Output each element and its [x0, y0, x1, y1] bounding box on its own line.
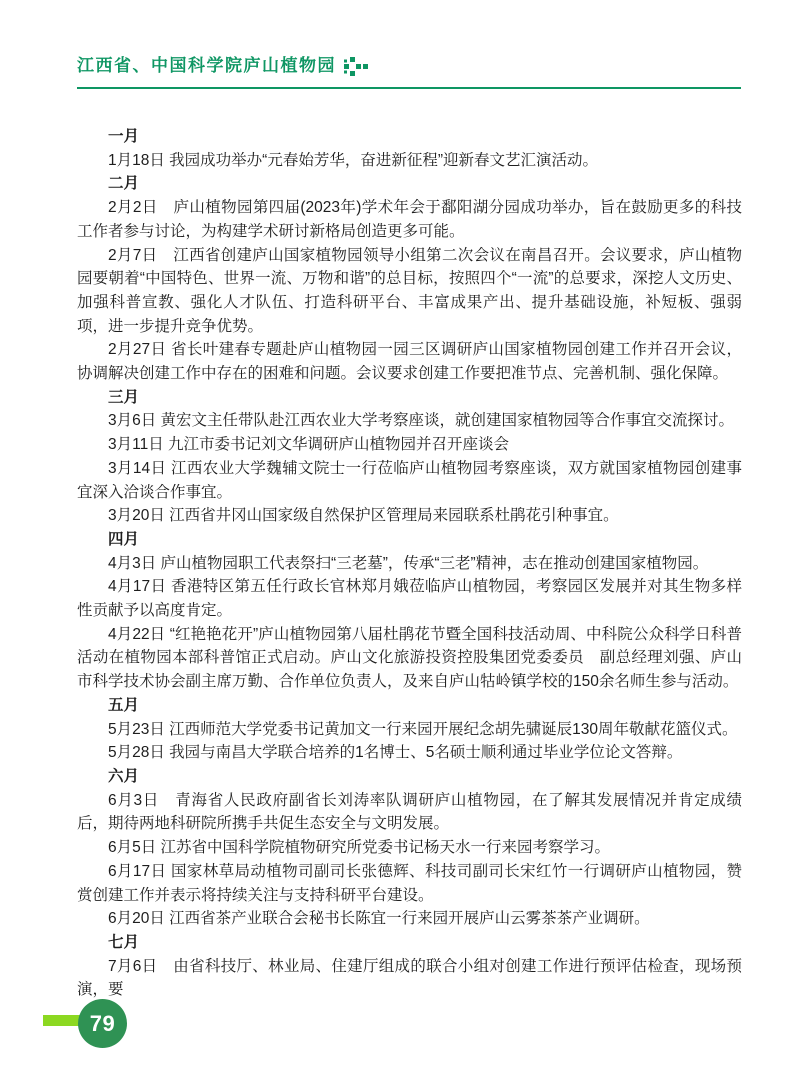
month-heading: 四月 — [108, 530, 140, 548]
chronicle-entry: 1月18日 我园成功举办“元春始芳华，奋进新征程”迎新春文艺汇演活动。 — [108, 151, 598, 169]
chronicle-body — [77, 125, 742, 1002]
page-number-badge — [78, 999, 127, 1048]
chronicle-entry: 2月27日 省长叶建春专题赴庐山植物园一园三区调研庐山国家植物园创建工作并召开会议，协调解决创建工作中存在的困难和问题。会议要求创建工作要把准节点、完善机制、强化保障。 — [77, 341, 742, 383]
chronicle-entry: 4月3日 庐山植物园职工代表祭扫“三老墓”，传承“三老”精神，志在推动创建国家植物园。 — [108, 554, 709, 572]
month-heading: 六月 — [108, 767, 140, 785]
chronicle-entry: 2月2日 庐山植物园第四届(2023年)学术年会于鄱阳湖分园成功举办，旨在鼓励更多的科技工作者参与讨论，为构建学术研讨新格局创造更多可能。 — [77, 199, 742, 240]
chronicle-entry: 6月5日 江苏省中国科学院植物研究所党委书记杨天水一行来园考察学习。 — [108, 839, 611, 857]
chronicle-entry: 6月20日 江西省茶产业联合会秘书长陈宜一行来园开展庐山云雾茶茶产业调研。 — [108, 910, 650, 928]
chronicle-entry: 7月6日 由省科技厅、林业局、住建厅组成的联合小组对创建工作进行预评估检查，现场预演，要 — [77, 957, 742, 999]
header-divider — [77, 87, 741, 89]
page-title: 江西省、中国科学院庐山植物园 — [77, 56, 336, 75]
chronicle-entry: 5月28日 我园与南昌大学联合培养的1名博士、5名硕士顺利通过毕业学位论文答辩。 — [108, 744, 683, 762]
month-heading: 二月 — [108, 175, 140, 193]
chronicle-entry: 3月11日 九江市委书记刘文华调研庐山植物园并召开座谈会 — [108, 436, 510, 454]
page-header — [77, 54, 741, 89]
chronicle-entry: 3月20日 江西省井冈山国家级自然保护区管理局来园联系杜鹃花引种事宜。 — [108, 507, 619, 525]
month-heading: 一月 — [108, 128, 140, 145]
chronicle-entry: 2月7日 江西省创建庐山国家植物园领导小组第二次会议在南昌召开。会议要求，庐山植物园要朝着“中国特色、世界一流、万物和谐”的总目标，按照四个“一流”的总要求，深挖人文历史、加强科普宣教、强化人才队伍、打造科研平台、丰富成果产出、提升基础设施，补短板、强弱项，进一步提升竞争优势。 — [77, 246, 742, 335]
pixel-arrow-icon — [344, 57, 368, 76]
chronicle-entry: 5月23日 江西师范大学党委书记黄加文一行来园开展纪念胡先骕诞辰130周年敬献花篮仪式。 — [108, 720, 738, 738]
chronicle-entry: 3月6日 黄宏文主任带队赴江西农业大学考察座谈，就创建国家植物园等合作事宜交流探讨。 — [108, 412, 735, 430]
chronicle-entry: 4月17日 香港特区第五任行政长官林郑月娥莅临庐山植物园，考察园区发展并对其生物多样性贡献予以高度肯定。 — [77, 578, 742, 620]
month-heading: 三月 — [108, 388, 140, 406]
chronicle-entry: 3月14日 江西农业大学魏辅文院士一行莅临庐山植物园考察座谈，双方就国家植物园创建事宜深入洽谈合作事宜。 — [77, 459, 742, 501]
month-heading: 五月 — [108, 696, 140, 714]
chronicle-entry: 6月3日 青海省人民政府副省长刘涛率队调研庐山植物园，在了解其发展情况并肯定成绩后，期待两地科研院所携手共促生态安全与文明发展。 — [77, 791, 742, 833]
chronicle-entry: 6月17日 国家林草局动植物司副司长张德辉、科技司副司长宋红竹一行调研庐山植物园，赞赏创建工作并表示将持续关注与支持科研平台建设。 — [77, 862, 742, 904]
month-heading: 七月 — [108, 933, 140, 951]
chronicle-entry: 4月22日 “红艳艳花开”庐山植物园第八届杜鹃花节暨全国科技活动周、中科院公众科学日科普活动在植物园本部科普馆正式启动。庐山文化旅游投资控股集团党委委员 副总经理刘强、庐山市科学技术协会副主席万勤、合作单位负责人，及来自庐山牯岭镇学校的150余名师生参与活动。 — [77, 625, 742, 691]
page-number: 79 — [89, 1010, 116, 1036]
